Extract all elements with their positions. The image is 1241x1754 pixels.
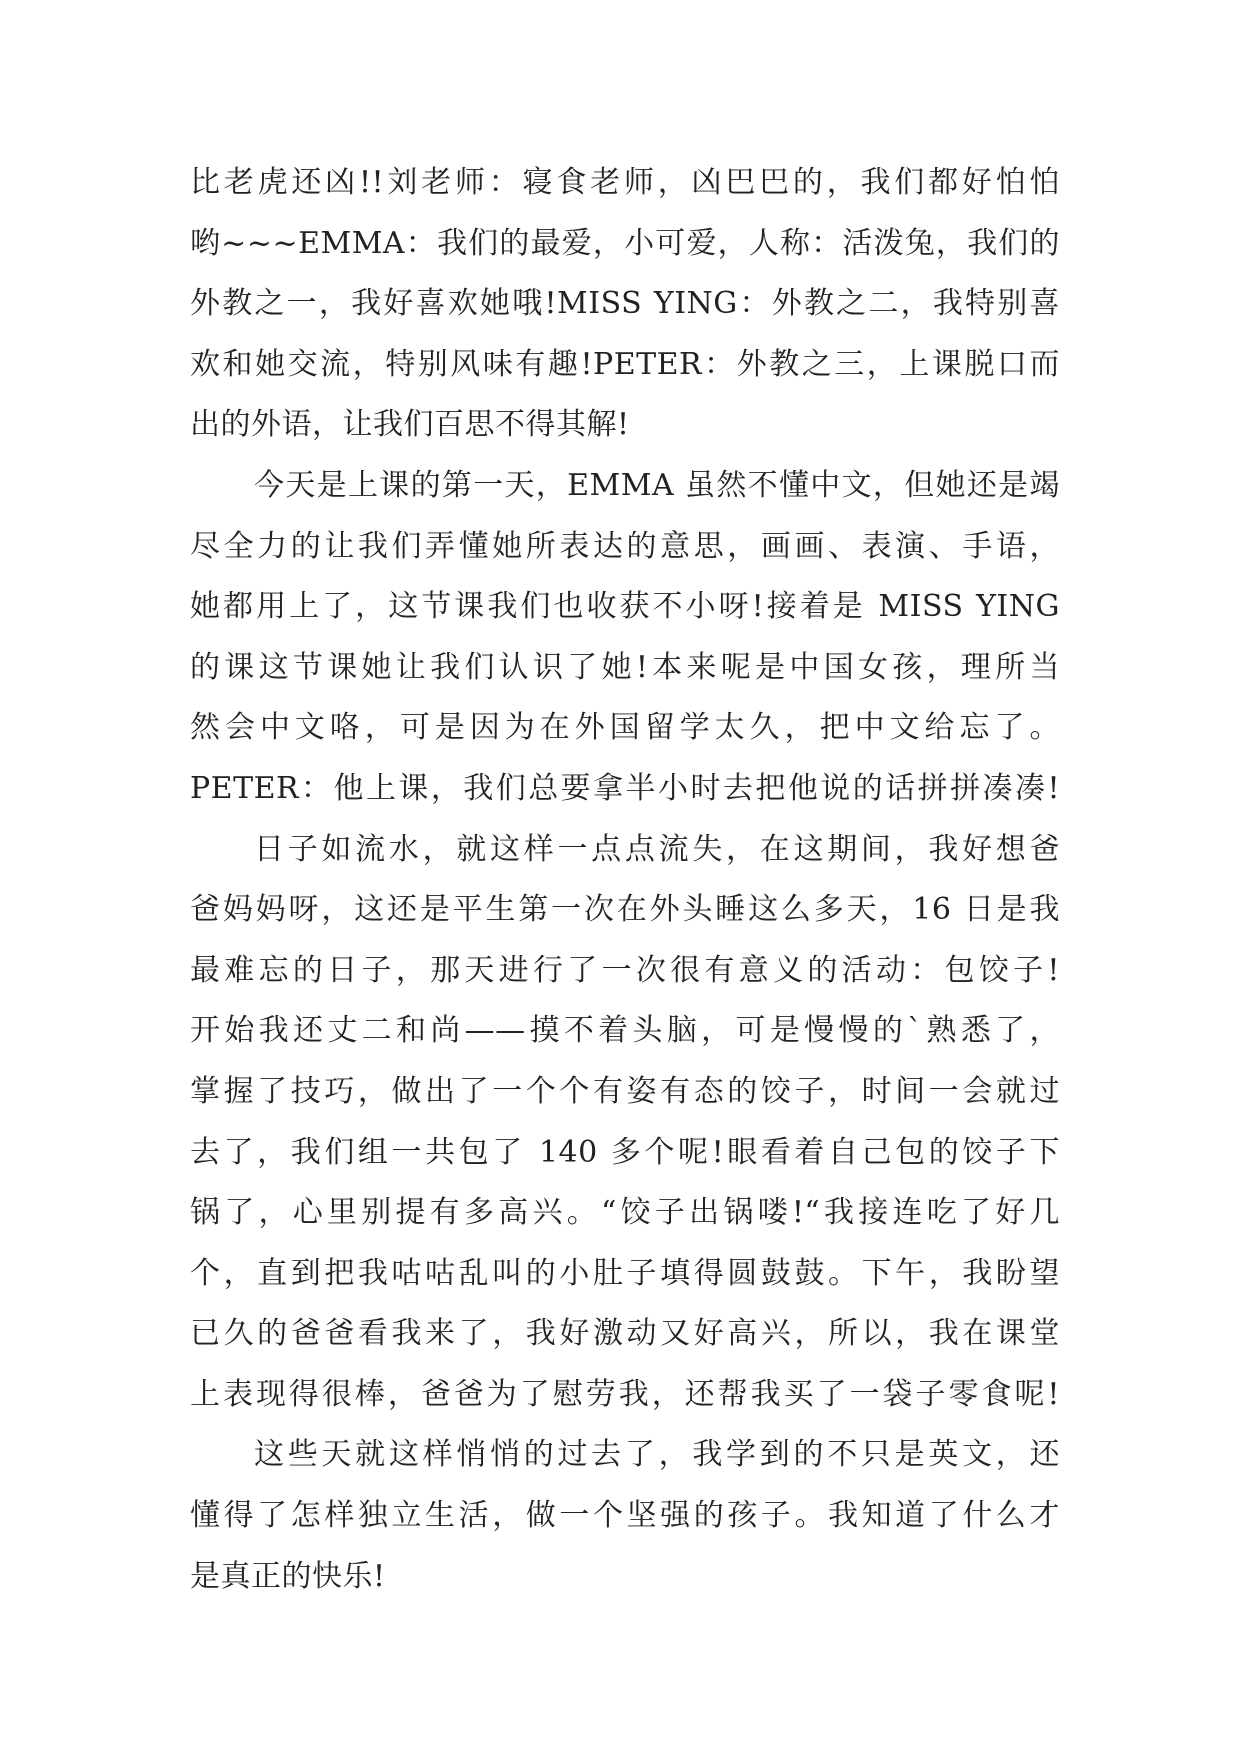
text-line: 外教之一，我好喜欢她哦!MISS YING：外教之二，我特别喜	[190, 286, 1060, 322]
paragraph-first-line: 今天是上课的第一天，EMMA 虽然不懂中文，但她还是竭	[254, 467, 1060, 503]
text-line: 出的外语，让我们百思不得其解!	[190, 407, 630, 443]
text-line: 个，直到把我咕咕乱叫的小肚子填得圆鼓鼓。下午，我盼望	[190, 1255, 1060, 1291]
text-line: 开始我还丈二和尚——摸不着头脑，可是慢慢的`熟悉了，	[190, 1013, 1060, 1049]
text-line: 欢和她交流，特别风味有趣!PETER：外教之三，上课脱口而	[190, 346, 1060, 382]
text-line: 是真正的快乐!	[190, 1558, 386, 1594]
text-line: 上表现得很棒，爸爸为了慰劳我，还帮我买了一袋子零食呢!	[190, 1376, 1060, 1412]
text-line: 爸妈妈呀，这还是平生第一次在外头睡这么多天，16 日是我	[190, 892, 1060, 928]
text-line: PETER：他上课，我们总要拿半小时去把他说的话拼拼凑凑!	[190, 770, 1060, 806]
text-line: 去了，我们组一共包了 140 多个呢!眼看着自己包的饺子下	[190, 1134, 1060, 1170]
text-line: 的课这节课她让我们认识了她!本来呢是中国女孩，理所当	[190, 649, 1060, 685]
text-line: 然会中文咯，可是因为在外国留学太久，把中文给忘了。	[190, 710, 1060, 746]
text-line: 懂得了怎样独立生活，做一个坚强的孩子。我知道了什么才	[190, 1498, 1060, 1534]
text-line: 已久的爸爸看我来了，我好激动又好高兴，所以，我在课堂	[190, 1316, 1060, 1352]
text-line: 掌握了技巧，做出了一个个有姿有态的饺子，时间一会就过	[190, 1073, 1060, 1109]
text-line: 最难忘的日子，那天进行了一次很有意义的活动：包饺子!	[190, 952, 1060, 988]
paragraph-first-line: 日子如流水，就这样一点点流失，在这期间，我好想爸	[254, 831, 1060, 867]
text-line: 她都用上了，这节课我们也收获不小呀!接着是 MISS YING	[190, 589, 1060, 625]
document-body	[190, 153, 1060, 1607]
text-line: 锅了，心里别提有多高兴。“饺子出锅喽!“我接连吃了好几	[190, 1195, 1060, 1231]
text-line: 哟~~~EMMA：我们的最爱，小可爱，人称：活泼兔，我们的	[190, 225, 1060, 261]
text-line: 比老虎还凶!!刘老师：寝食老师，凶巴巴的，我们都好怕怕	[190, 165, 1060, 200]
text-line: 尽全力的让我们弄懂她所表达的意思，画画、表演、手语，	[190, 528, 1060, 564]
paragraph-first-line: 这些天就这样悄悄的过去了，我学到的不只是英文，还	[254, 1437, 1060, 1473]
